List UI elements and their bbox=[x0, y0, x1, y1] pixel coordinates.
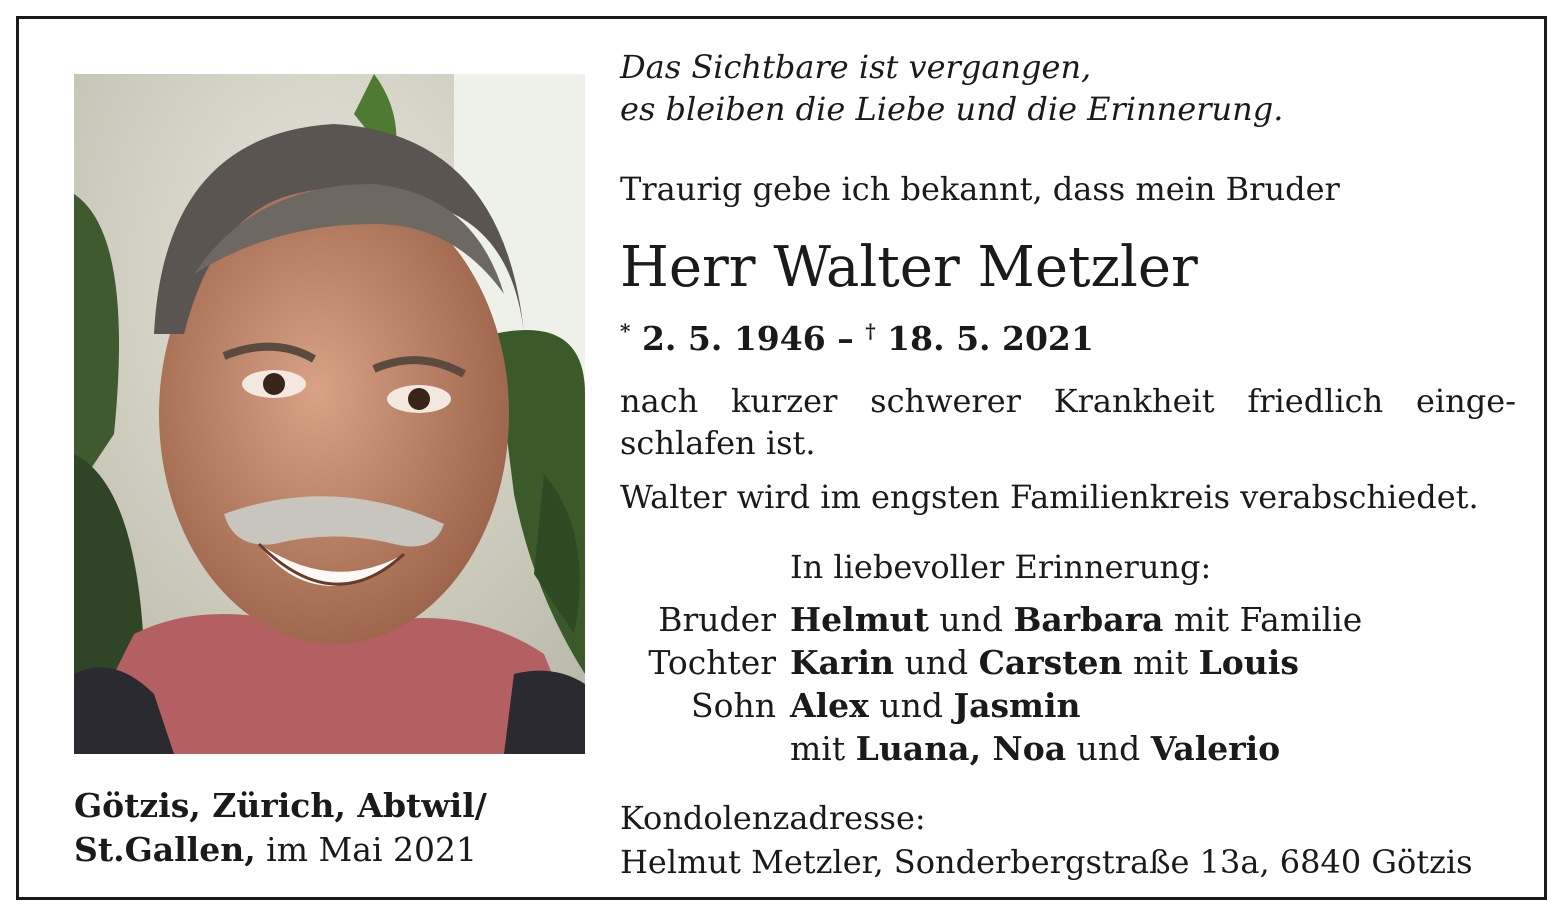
family-row bbox=[560, 598, 1362, 641]
announcement-intro: Traurig gebe ich bekannt, dass mein Bruder bbox=[620, 170, 1340, 208]
family-row bbox=[560, 684, 1362, 727]
family-name: Carsten bbox=[978, 643, 1123, 682]
family-name: Helmut bbox=[790, 600, 929, 639]
family-name: Valerio bbox=[1150, 729, 1281, 768]
deceased-name: Herr Walter Metzler bbox=[620, 235, 1198, 300]
family-name: Luana, Noa bbox=[855, 729, 1067, 768]
family-relation: Bruder bbox=[658, 600, 776, 639]
family-connector: mit Familie bbox=[1173, 600, 1363, 639]
family-list bbox=[560, 598, 1362, 770]
family-relation bbox=[560, 727, 790, 770]
family-connector: mit bbox=[790, 729, 846, 768]
death-symbol: † bbox=[865, 319, 876, 343]
family-row bbox=[560, 727, 1362, 770]
family-name: Alex bbox=[790, 686, 869, 725]
farewell-note: Walter wird im engsten Familienkreis verabschiedet. bbox=[620, 478, 1479, 516]
family-connector: und bbox=[1076, 729, 1141, 768]
birth-date: 2. 5. 1946 bbox=[641, 319, 826, 358]
condolence-label: Kondolenzadresse: bbox=[620, 799, 926, 837]
death-date: 18. 5. 2021 bbox=[887, 319, 1094, 358]
family-row bbox=[560, 641, 1362, 684]
portrait-photo bbox=[74, 74, 585, 754]
quote-line-2: es bleiben die Liebe und die Erinnerung. bbox=[620, 90, 1284, 128]
memory-heading: In liebevoller Erinnerung: bbox=[790, 548, 1212, 586]
family-connector: und bbox=[904, 643, 969, 682]
date-separator: – bbox=[837, 319, 854, 358]
memorial-quote bbox=[620, 46, 1516, 130]
family-name: Barbara bbox=[1013, 600, 1164, 639]
family-name: Karin bbox=[790, 643, 894, 682]
announcement-body: nach kurzer schwerer Krankheit friedlich einge- schlafen ist. bbox=[620, 382, 1516, 462]
quote-line-1: Das Sichtbare ist vergangen, bbox=[620, 48, 1092, 86]
family-connector: mit bbox=[1132, 643, 1189, 682]
condolence-address bbox=[620, 796, 1516, 884]
family-name: Louis bbox=[1198, 643, 1299, 682]
place-month: im Mai 2021 bbox=[255, 830, 478, 869]
condolence-address-line: Helmut Metzler, Sonderbergstraße 13a, 6840 Götzis bbox=[620, 843, 1473, 881]
family-connector: und bbox=[939, 600, 1004, 639]
family-relation: Tochter bbox=[648, 643, 776, 682]
birth-symbol: * bbox=[620, 319, 631, 343]
family-name: Jasmin bbox=[953, 686, 1081, 725]
place-line-2: St.Gallen, bbox=[74, 830, 256, 869]
place-and-date bbox=[74, 784, 487, 872]
family-connector: und bbox=[879, 686, 943, 725]
place-line-1: Götzis, Zürich, Abtwil/ bbox=[74, 786, 487, 825]
life-dates bbox=[620, 310, 1516, 360]
family-relation: Sohn bbox=[691, 686, 776, 725]
